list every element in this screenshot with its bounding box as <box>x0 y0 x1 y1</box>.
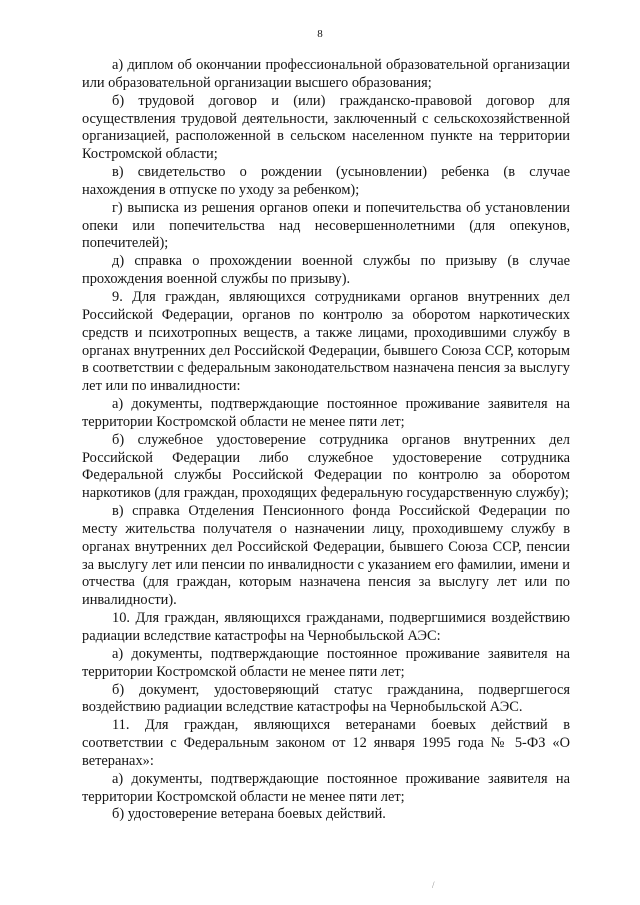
page-number: 8 <box>317 28 323 40</box>
paragraph-section-10: 10. Для граждан, являющихся гражданами, подвергшимися воздействию радиации вследствие катастрофы на Чернобыльской АЭС: <box>82 610 570 644</box>
paragraph-item-b-labor-contract: б) трудовой договор и (или) гражданско-правовой договор для осуществления трудовой деятельности, заключенный с сельскохозяйственной организацией, расположенной в сельском населенном пункте на территории Костромской области; <box>82 92 570 163</box>
paragraph-item-a-diploma: а) диплом об окончании профессиональной образовательной организации или образовательной организации высшего образования; <box>82 57 570 91</box>
paragraph-section-9-item-v: в) справка Отделения Пенсионного фонда Российской Федерации по месту жительства получателя о назначении лицу, проходившему службу в органах внутренних дел Российской Федерации, бывшего Союза ССР, пенсии за выслугу лет или пенсии по инвалидности с указанием его фамилии, имени и отчества (для граждан, которым назначена пенсия за выслугу лет или по инвалидности). <box>82 503 570 609</box>
paragraph-item-v-birth-certificate: в) свидетельство о рождении (усыновлении) ребенка (в случае нахождения в отпуске по уходу за ребенком); <box>82 164 570 198</box>
paragraph-item-d-military-service: д) справка о прохождении военной службы по призыву (в случае прохождения военной службы по призыву). <box>82 253 570 288</box>
paragraph-section-11-item-a: а) документы, подтверждающие постоянное проживание заявителя на территории Костромской области не менее пяти лет; <box>82 770 570 805</box>
scan-mark: / <box>432 880 435 890</box>
document-body <box>82 57 570 824</box>
paragraph-section-11: 11. Для граждан, являющихся ветеранами боевых действий в соответствии с Федеральным законом от 12 января 1995 года № 5-ФЗ «О ветеранах»: <box>82 717 570 769</box>
paragraph-item-g-guardianship: г) выписка из решения органов опеки и попечительства об установлении опеки или попечительства над несовершеннолетними (для опекунов, попечителей); <box>82 199 570 252</box>
paragraph-section-9-item-a: а) документы, подтверждающие постоянное проживание заявителя на территории Костромской области не менее пяти лет; <box>82 396 570 430</box>
paragraph-section-11-item-b: б) удостоверение ветерана боевых действий. <box>112 806 386 823</box>
paragraph-section-9: 9. Для граждан, являющихся сотрудниками органов внутренних дел Российской Федерации, органов по контролю за оборотом наркотических средств и психотропных веществ, а также лицами, проходившими службу в органах внутренних дел Российской Федерации, бывшего Союза ССР, которым в соответствии с федеральным законодательством назначена пенсия за выслугу лет или по инвалидности: <box>82 288 570 395</box>
paragraph-section-9-item-b: б) служебное удостоверение сотрудника органов внутренних дел Российской Федерации либо служебное удостоверение сотрудника Федеральной службы Российской Федерации по контролю за оборотом наркотиков (для граждан, проходящих федеральную государственную службу); <box>82 431 570 502</box>
paragraph-section-10-item-b: б) документ, удостоверяющий статус гражданина, подвергшегося воздействию радиации вследствие катастрофы на Чернобыльской АЭС. <box>82 681 570 716</box>
paragraph-section-10-item-a: а) документы, подтверждающие постоянное проживание заявителя на территории Костромской области не менее пяти лет; <box>82 645 570 680</box>
